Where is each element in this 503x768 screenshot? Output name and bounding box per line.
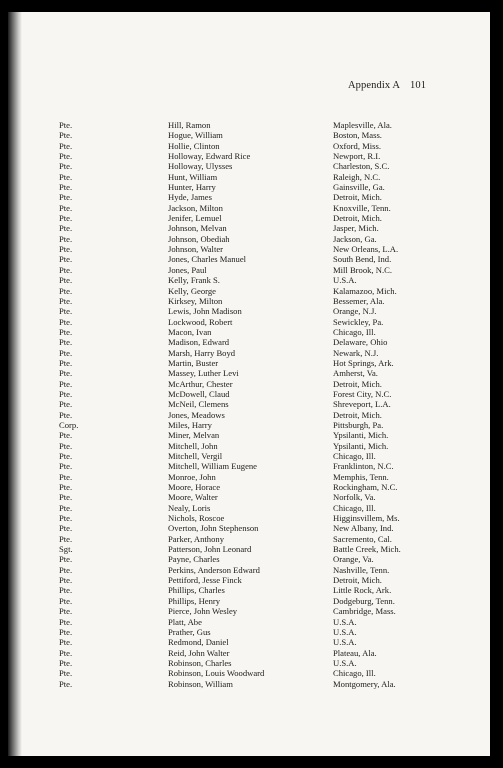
name-cell: Patterson, John Leonard	[168, 544, 252, 555]
roster-row	[59, 441, 479, 451]
rank-cell: Pte.	[59, 461, 73, 472]
roster-row	[59, 327, 479, 337]
rank-cell: Pte.	[59, 502, 73, 513]
rank-cell: Pte.	[59, 244, 73, 255]
name-cell: Kirksey, Milton	[168, 295, 223, 306]
name-cell: Hunter, Harry	[168, 182, 216, 193]
name-cell: Robinson, William	[168, 678, 233, 689]
roster-row	[59, 265, 479, 275]
name-cell: Phillips, Henry	[168, 595, 221, 606]
rank-cell: Pte.	[59, 399, 73, 410]
rank-cell: Pte.	[59, 626, 73, 637]
name-cell: Kelly, Frank S.	[168, 275, 220, 286]
name-cell: Moore, Walter	[168, 492, 218, 503]
hometown-cell: Detroit, Mich.	[333, 575, 382, 586]
name-cell: Pierce, John Wesley	[168, 606, 238, 617]
rank-cell: Pte.	[59, 202, 73, 213]
hometown-cell: Knoxville, Tenn.	[333, 202, 391, 213]
hometown-cell: Pittsburgh, Pa.	[333, 419, 384, 430]
name-cell: Madison, Edward	[168, 337, 230, 348]
hometown-cell: Chicago, Ill.	[333, 451, 376, 461]
name-cell: Overton, John Stephenson	[168, 523, 259, 534]
name-cell: Johnson, Obediah	[168, 233, 230, 244]
hometown-cell: Sewickley, Pa.	[333, 316, 384, 327]
rank-cell: Pte.	[59, 678, 73, 689]
name-cell: Kelly, George	[168, 285, 216, 296]
rank-cell: Pte.	[59, 140, 73, 151]
hometown-cell: Nashville, Tenn.	[333, 564, 390, 575]
section-title: Appendix A	[348, 80, 401, 91]
hometown-cell: Ypsilanti, Mich.	[333, 440, 389, 451]
roster-row	[59, 348, 479, 358]
name-cell: Jones, Meadows	[168, 409, 225, 420]
rank-cell: Pte.	[59, 523, 73, 534]
hometown-cell: Newport, R.I.	[333, 151, 381, 162]
rank-cell: Sgt.	[59, 544, 73, 555]
rank-cell: Pte.	[59, 233, 73, 244]
rank-cell: Pte.	[59, 326, 73, 337]
rank-cell: Pte.	[59, 595, 73, 606]
rank-cell: Pte.	[59, 637, 73, 648]
rank-cell: Pte.	[59, 295, 73, 306]
name-cell: Mitchell, William Eugene	[168, 461, 257, 472]
name-cell: Parker, Anthony	[168, 533, 224, 544]
roster-row	[59, 182, 479, 192]
roster-row	[59, 275, 479, 285]
roster-row	[59, 337, 479, 347]
hometown-cell: Forest City, N.C.	[333, 388, 392, 399]
rank-cell: Pte.	[59, 513, 73, 524]
roster-row	[59, 430, 479, 440]
roster-row	[59, 399, 479, 409]
hometown-cell: Oxford, Miss.	[333, 140, 381, 151]
name-cell: Jones, Charles Manuel	[168, 254, 247, 265]
hometown-cell: Orange, Va.	[333, 554, 374, 565]
roster-row	[59, 627, 479, 637]
rank-cell: Pte.	[59, 306, 73, 317]
hometown-cell: U.S.A.	[333, 657, 357, 668]
roster-row	[59, 286, 479, 296]
hometown-cell: Hot Springs, Ark.	[333, 357, 394, 368]
name-cell: Johnson, Walter	[168, 244, 224, 255]
rank-cell: Pte.	[59, 213, 73, 224]
hometown-cell: Mill Brook, N.C.	[333, 264, 392, 275]
roster-row	[59, 513, 479, 523]
name-cell: Holloway, Edward Rice	[168, 151, 251, 162]
book-page	[8, 12, 490, 756]
rank-cell: Pte.	[59, 316, 73, 327]
hometown-cell: U.S.A.	[333, 275, 357, 286]
hometown-cell: South Bend, Ind.	[333, 254, 392, 265]
roster-row	[59, 192, 479, 202]
roster-row	[59, 606, 479, 616]
hometown-cell: Chicago, Ill.	[333, 326, 376, 337]
rank-cell: Pte.	[59, 161, 73, 172]
hometown-cell: U.S.A.	[333, 616, 357, 627]
name-cell: Jones, Paul	[168, 264, 207, 275]
name-cell: McArthur, Chester	[168, 378, 233, 389]
name-cell: Massey, Luther Levi	[168, 368, 239, 379]
roster-row	[59, 596, 479, 606]
roster-row	[59, 223, 479, 233]
name-cell: Moore, Horace	[168, 482, 221, 493]
hometown-cell: Memphis, Tenn.	[333, 471, 389, 482]
rank-cell: Pte.	[59, 492, 73, 503]
rank-cell: Pte.	[59, 264, 73, 275]
roster-row	[59, 461, 479, 471]
name-cell: Monroe, John	[168, 471, 216, 482]
rank-cell: Pte.	[59, 223, 73, 234]
rank-cell: Pte.	[59, 647, 73, 658]
name-cell: McNeil, Clemens	[168, 399, 229, 410]
rank-cell: Pte.	[59, 482, 73, 493]
hometown-cell: Chicago, Ill.	[333, 668, 376, 679]
rank-cell: Pte.	[59, 585, 73, 596]
name-cell: Macon, Ivan	[168, 326, 212, 337]
name-cell: Jenifer, Lemuel	[168, 213, 222, 224]
roster-row	[59, 420, 479, 430]
rank-cell: Corp.	[59, 419, 79, 430]
roster-row	[59, 254, 479, 264]
roster-row	[59, 120, 479, 130]
rank-cell: Pte.	[59, 285, 73, 296]
hometown-cell: Ypsilanti, Mich.	[333, 430, 389, 441]
hometown-cell: Rockingham, N.C.	[333, 482, 398, 493]
name-cell: Perkins, Anderson Edward	[168, 564, 260, 575]
roster-row	[59, 234, 479, 244]
hometown-cell: Amherst, Va.	[333, 368, 378, 379]
roster-row	[59, 130, 479, 140]
name-cell: Pettiford, Jesse Finck	[168, 575, 242, 586]
rank-cell: Pte.	[59, 378, 73, 389]
name-cell: Hollie, Clinton	[168, 140, 220, 151]
rank-cell: Pte.	[59, 616, 73, 627]
roster-row	[59, 317, 479, 327]
roster-row	[59, 203, 479, 213]
hometown-cell: Higginsvillem, Ms.	[333, 513, 400, 524]
hometown-cell: Maplesville, Ala.	[333, 120, 392, 130]
rank-cell: Pte.	[59, 657, 73, 668]
hometown-cell: Delaware, Ohio	[333, 337, 388, 348]
hometown-cell: Jasper, Mich.	[333, 223, 379, 234]
rank-cell: Pte.	[59, 357, 73, 368]
hometown-cell: U.S.A.	[333, 637, 357, 648]
name-cell: Mitchell, Vergil	[168, 451, 223, 461]
name-cell: Mitchell, John	[168, 440, 218, 451]
hometown-cell: Shreveport, L.A.	[333, 399, 391, 410]
hometown-cell: Chicago, Ill.	[333, 502, 376, 513]
rank-cell: Pte.	[59, 388, 73, 399]
hometown-cell: Detroit, Mich.	[333, 409, 382, 420]
roster-row	[59, 358, 479, 368]
rank-cell: Pte.	[59, 130, 73, 141]
name-cell: Robinson, Charles	[168, 657, 232, 668]
hometown-cell: Detroit, Mich.	[333, 378, 382, 389]
name-cell: Lewis, John Madison	[168, 306, 242, 317]
rank-cell: Pte.	[59, 575, 73, 586]
name-cell: Holloway, Ulysses	[168, 161, 233, 172]
roster-row	[59, 554, 479, 564]
rank-cell: Pte.	[59, 564, 73, 575]
hometown-cell: Orange, N.J.	[333, 306, 377, 317]
hometown-cell: Detroit, Mich.	[333, 213, 382, 224]
name-cell: Miles, Harry	[168, 419, 212, 430]
name-cell: Prather, Gus	[168, 626, 211, 637]
name-cell: Lockwood, Robert	[168, 316, 233, 327]
roster-row	[59, 306, 479, 316]
hometown-cell: Montgomery, Ala.	[333, 678, 396, 689]
hometown-cell: Sacremento, Cal.	[333, 533, 392, 544]
name-cell: Redmond, Daniel	[168, 637, 229, 648]
hometown-cell: Plateau, Ala.	[333, 647, 377, 658]
rank-cell: Pte.	[59, 182, 73, 193]
name-cell: Robinson, Louis Woodward	[168, 668, 265, 679]
rank-cell: Pte.	[59, 337, 73, 348]
name-cell: Reid, John Walter	[168, 647, 230, 658]
hometown-cell: Kalamazoo, Mich.	[333, 285, 397, 296]
rank-cell: Pte.	[59, 430, 73, 441]
rank-cell: Pte.	[59, 440, 73, 451]
roster-row	[59, 379, 479, 389]
roster-row	[59, 472, 479, 482]
name-cell: Miner, Melvan	[168, 430, 220, 441]
roster-row	[59, 503, 479, 513]
roster-row	[59, 637, 479, 647]
hometown-cell: Boston, Mass.	[333, 130, 382, 141]
page-spine-shadow	[8, 12, 22, 756]
roster-row	[59, 565, 479, 575]
name-cell: McDowell, Claud	[168, 388, 230, 399]
rank-cell: Pte.	[59, 368, 73, 379]
roster-row	[59, 368, 479, 378]
roster-row	[59, 172, 479, 182]
rank-cell: Pte.	[59, 275, 73, 286]
name-cell: Hill, Ramon	[168, 120, 211, 130]
roster-row	[59, 161, 479, 171]
name-cell: Martin, Buster	[168, 357, 219, 368]
rank-cell: Pte.	[59, 347, 73, 358]
roster-row	[59, 213, 479, 223]
hometown-cell: Bessemer, Ala.	[333, 295, 385, 306]
hometown-cell: Newark, N.J.	[333, 347, 379, 358]
name-cell: Platt, Abe	[168, 616, 202, 627]
rank-cell: Pte.	[59, 554, 73, 565]
roster-row	[59, 492, 479, 502]
name-cell: Payne, Charles	[168, 554, 220, 565]
rank-cell: Pte.	[59, 471, 73, 482]
roster-row	[59, 668, 479, 678]
hometown-cell: Franklinton, N.C.	[333, 461, 394, 472]
rank-cell: Pte.	[59, 606, 73, 617]
rank-cell: Pte.	[59, 533, 73, 544]
hometown-cell: New Albany, Ind.	[333, 523, 394, 534]
roster-row	[59, 410, 479, 420]
roster-row	[59, 617, 479, 627]
name-cell: Jackson, Milton	[168, 202, 223, 213]
hometown-cell: Raleigh, N.C.	[333, 171, 381, 182]
name-cell: Hogue, William	[168, 130, 223, 141]
roster-row	[59, 151, 479, 161]
hometown-cell: Jackson, Ga.	[333, 233, 377, 244]
rank-cell: Pte.	[59, 120, 73, 130]
hometown-cell: Norfolk, Va.	[333, 492, 376, 503]
page-number: 101	[410, 80, 427, 91]
hometown-cell: Dodgeburg, Tenn.	[333, 595, 395, 606]
hometown-cell: Cambridge, Mass.	[333, 606, 396, 617]
rank-cell: Pte.	[59, 192, 73, 203]
roster-row	[59, 534, 479, 544]
roster-row	[59, 389, 479, 399]
roster-row	[59, 585, 479, 595]
rank-cell: Pte.	[59, 451, 73, 461]
roster-row	[59, 482, 479, 492]
hometown-cell: Charleston, S.C.	[333, 161, 390, 172]
roster-row	[59, 141, 479, 151]
hometown-cell: U.S.A.	[333, 626, 357, 637]
name-cell: Nealy, Loris	[168, 502, 211, 513]
roster-row	[59, 296, 479, 306]
roster-row	[59, 658, 479, 668]
name-cell: Nichols, Roscoe	[168, 513, 225, 524]
roster-row	[59, 544, 479, 554]
roster-row	[59, 648, 479, 658]
hometown-cell: Detroit, Mich.	[333, 192, 382, 203]
roster-row	[59, 451, 479, 461]
name-cell: Marsh, Harry Boyd	[168, 347, 236, 358]
name-cell: Hyde, James	[168, 192, 212, 203]
rank-cell: Pte.	[59, 254, 73, 265]
name-cell: Hunt, William	[168, 171, 218, 182]
roster-row	[59, 523, 479, 533]
roster-row	[59, 244, 479, 254]
rank-cell: Pte.	[59, 409, 73, 420]
name-cell: Johnson, Melvan	[168, 223, 227, 234]
hometown-cell: Battle Creek, Mich.	[333, 544, 401, 555]
name-cell: Phillips, Charles	[168, 585, 225, 596]
roster-row	[59, 575, 479, 585]
hometown-cell: New Orleans, L.A.	[333, 244, 399, 255]
hometown-cell: Little Rock, Ark.	[333, 585, 392, 596]
rank-cell: Pte.	[59, 151, 73, 162]
rank-cell: Pte.	[59, 668, 73, 679]
roster-row	[59, 679, 479, 689]
running-header	[348, 80, 426, 91]
rank-cell: Pte.	[59, 171, 73, 182]
roster-list	[59, 120, 479, 689]
hometown-cell: Gainsville, Ga.	[333, 182, 385, 193]
